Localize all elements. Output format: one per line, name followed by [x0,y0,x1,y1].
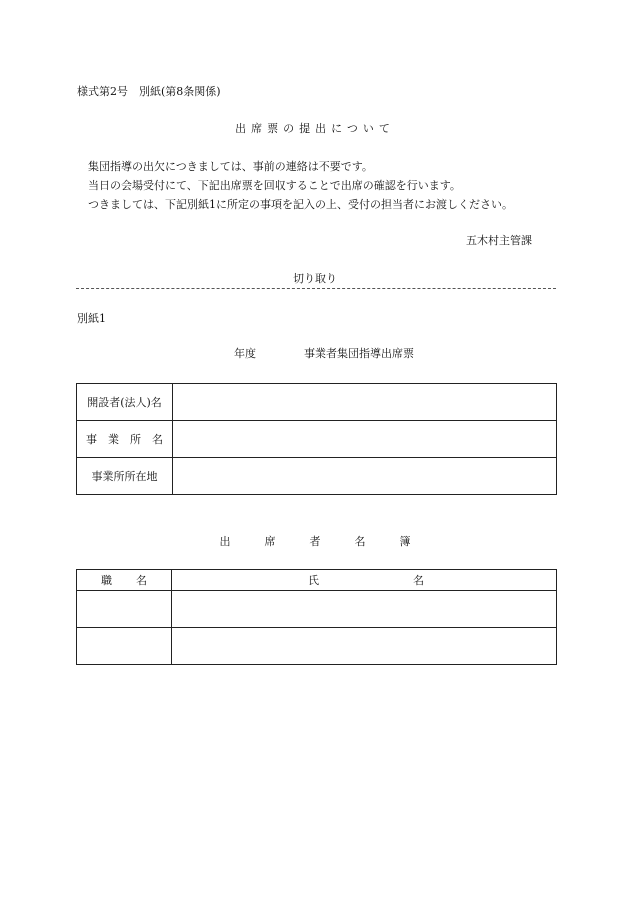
form-number: 様式第2号 別紙(第8条関係) [77,85,221,98]
name-field[interactable] [172,628,557,665]
table-row [77,421,557,458]
position-header-char: 名 [136,574,147,587]
position-field[interactable] [77,591,172,628]
cut-here-label: 切り取り [293,272,337,285]
table-row [77,384,557,421]
name-header-char: 名 [413,574,424,587]
issuer-department: 五木村主管課 [466,234,532,247]
operator-name-field[interactable] [173,384,557,421]
name-header-char: 氏 [308,574,319,587]
attachment-label: 別紙1 [77,312,106,325]
roster-title-char: 席 [264,535,276,548]
attendee-roster-title [0,535,630,549]
position-field[interactable] [77,628,172,665]
name-column-header [172,570,557,591]
table-row [77,458,557,495]
cut-line [76,288,556,289]
office-address-field[interactable] [173,458,557,495]
business-info-table [76,383,557,495]
roster-title-char: 簿 [399,535,411,548]
attendee-roster-table [76,569,557,665]
roster-title-char: 者 [309,535,321,548]
position-header-char: 職 [101,574,112,587]
office-address-label: 事業所所在地 [77,458,173,495]
office-name-label: 事 業 所 名 [77,421,173,458]
attendance-slip-title: 事業者集団指導出席票 [304,347,414,360]
fiscal-year-label: 年度 [234,347,256,360]
body-paragraph: 集団指導の出欠につきましては、事前の連絡は不要です。 [88,160,373,173]
notice-title: 出席票の提出について [235,122,395,135]
table-row [77,628,557,665]
operator-name-label: 開設者(法人)名 [77,384,173,421]
body-paragraph: つきましては、下記別紙1に所定の事項を記入の上、受付の担当者にお渡しください。 [88,198,513,211]
table-row [77,591,557,628]
name-field[interactable] [172,591,557,628]
roster-title-char: 名 [354,535,366,548]
position-column-header [77,570,172,591]
office-name-field[interactable] [173,421,557,458]
body-paragraph: 当日の会場受付にて、下記出席票を回収することで出席の確認を行います。 [88,179,461,192]
roster-title-char: 出 [219,535,231,548]
table-header-row [77,570,557,591]
